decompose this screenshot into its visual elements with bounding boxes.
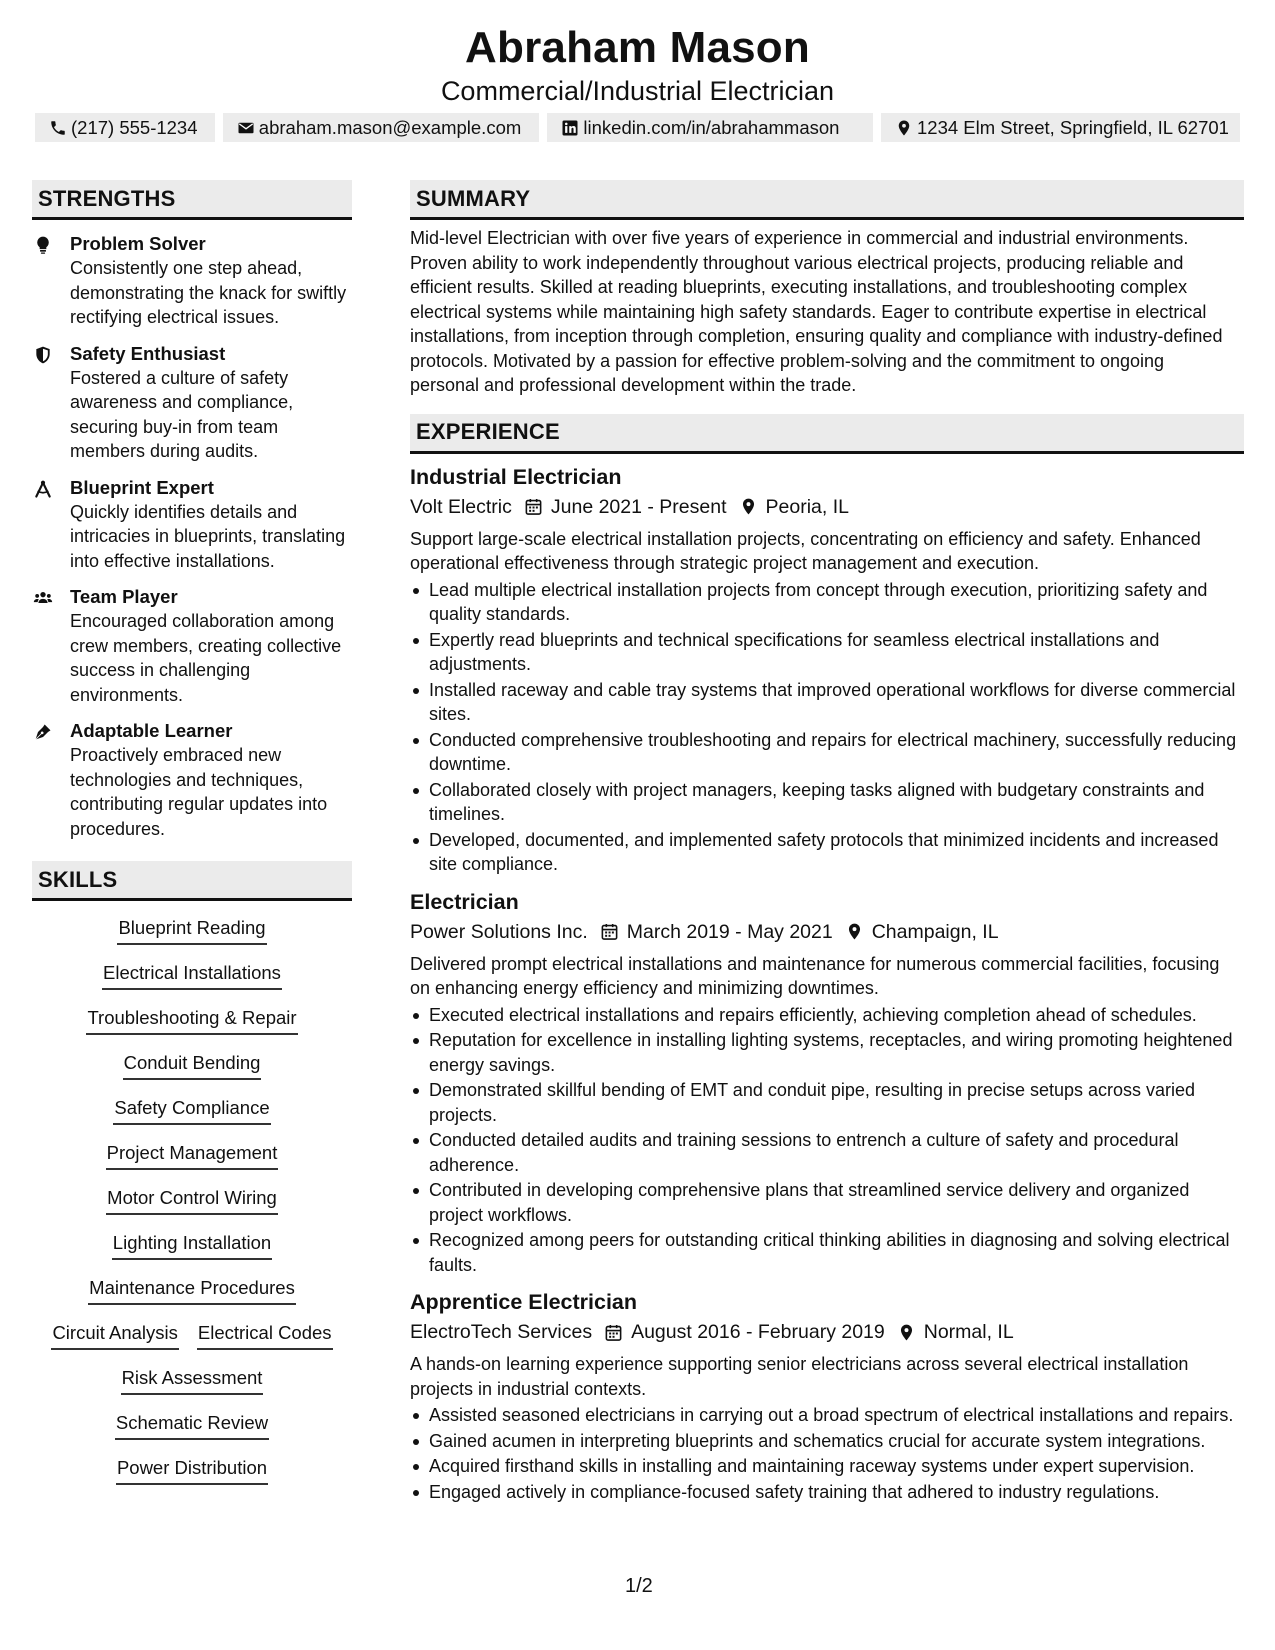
skill-tag: Lighting Installation <box>112 1230 272 1260</box>
strength-item <box>32 476 352 574</box>
contact-address <box>881 113 1240 142</box>
bullet-item: Lead multiple electrical installation projects from concept through execution, prioritizing safety and quality standards. <box>410 578 1244 627</box>
map-pin-icon <box>895 119 913 137</box>
drafting-compass-icon <box>33 479 53 499</box>
right-column <box>410 180 1244 1505</box>
strength-item <box>32 719 352 841</box>
job-title: Apprentice Electrician <box>410 1290 638 1314</box>
experience-heading: EXPERIENCE <box>410 414 1244 454</box>
job-bullets <box>410 1003 1244 1278</box>
calendar-icon <box>600 922 619 941</box>
skill-tag: Schematic Review <box>115 1410 269 1440</box>
job-entry <box>410 1287 1244 1504</box>
users-icon <box>33 588 53 608</box>
envelope-icon <box>237 119 255 137</box>
left-column <box>32 180 352 1500</box>
shield-icon <box>33 345 53 365</box>
linkedin-icon <box>561 119 579 137</box>
address-text: 1234 Elm Street, Springfield, IL 62701 <box>917 116 1229 138</box>
bullet-item: Installed raceway and cable tray systems that improved operational workflows for diverse commercial sites. <box>410 678 1244 727</box>
job-location: Champaign, IL <box>871 920 999 943</box>
strength-title: Adaptable Learner <box>70 720 233 741</box>
job-description: A hands-on learning experience supporting senior electricians across several electrical installation projects in industrial contexts. <box>410 1354 1189 1399</box>
strengths-list <box>32 232 352 841</box>
strength-title: Problem Solver <box>70 233 206 254</box>
skill-tag: Conduit Bending <box>123 1050 262 1080</box>
job-title: Electrician <box>410 889 519 914</box>
phone-icon <box>49 119 67 137</box>
job-company: Power Solutions Inc. <box>410 920 588 943</box>
job-description: Delivered prompt electrical installations and maintenance for numerous commercial facilities, focusing on enhancing energy efficiency and minimizing downtimes. <box>410 953 1220 998</box>
calendar-icon <box>524 497 543 516</box>
job-description: Support large-scale electrical installation projects, concentrating on efficiency and safety. Enhanced operational effectiveness through strategic project management and execution. <box>410 528 1201 573</box>
pen-nib-icon <box>33 722 53 742</box>
job-location: Normal, IL <box>923 1321 1014 1343</box>
email-text: abraham.mason@example.com <box>258 116 522 138</box>
map-pin-icon <box>739 497 758 516</box>
strength-title: Team Player <box>70 586 178 607</box>
skill-tag: Project Management <box>106 1140 279 1170</box>
bullet-item: Gained acumen in interpreting blueprints and schematics crucial for accurate system integrations. <box>410 1429 1244 1454</box>
bullet-item: Demonstrated skillful bending of EMT and conduit pipe, resulting in precise setups across varied projects. <box>410 1078 1244 1127</box>
strength-title: Blueprint Expert <box>70 476 214 498</box>
contact-email[interactable] <box>223 113 540 142</box>
job-meta <box>410 493 1244 521</box>
contact-bar <box>35 113 1240 142</box>
strengths-heading: STRENGTHS <box>32 180 352 220</box>
skill-tag: Maintenance Procedures <box>88 1275 296 1305</box>
resume-header <box>0 22 1275 108</box>
strength-desc: Fostered a culture of safety awareness and compliance, securing buy-in from team members during audits. <box>70 367 294 461</box>
candidate-title: Commercial/Industrial Electrician <box>440 76 835 106</box>
skill-tag: Risk Assessment <box>121 1365 264 1395</box>
strength-item <box>32 232 352 330</box>
contact-linkedin[interactable] <box>547 113 873 142</box>
contact-phone[interactable] <box>35 113 215 142</box>
job-meta <box>410 918 1244 946</box>
strength-desc: Quickly identifies details and intricacies in blueprints, translating into effective installations. <box>70 501 346 571</box>
page-number: 1/2 <box>625 1575 653 1597</box>
skill-tag: Electrical Installations <box>102 960 282 990</box>
bullet-item: Contributed in developing comprehensive plans that streamlined service delivery and organized project workflows. <box>410 1178 1244 1227</box>
strength-desc: Consistently one step ahead, demonstrating the knack for swiftly rectifying electrical issues. <box>70 258 347 327</box>
job-dates: March 2019 - May 2021 <box>626 920 833 943</box>
strength-item <box>32 585 352 707</box>
map-pin-icon <box>845 922 864 941</box>
skill-tag: Safety Compliance <box>113 1095 270 1125</box>
strength-title: Safety Enthusiast <box>70 342 226 364</box>
job-location: Peoria, IL <box>765 495 849 518</box>
job-meta <box>410 1318 1244 1346</box>
bullet-item: Conducted comprehensive troubleshooting and repairs for electrical machinery, successfully reducing downtime. <box>410 728 1244 777</box>
bullet-item: Conducted detailed audits and training sessions to entrench a culture of safety and procedural adherence. <box>410 1128 1244 1177</box>
bullet-item: Recognized among peers for outstanding critical thinking abilities in diagnosing and solving electrical faults. <box>410 1228 1244 1277</box>
bullet-item: Assisted seasoned electricians in carrying out a broad spectrum of electrical installations and repairs. <box>410 1403 1244 1428</box>
job-dates: June 2021 - Present <box>550 495 727 518</box>
calendar-icon <box>604 1323 623 1342</box>
strength-item <box>32 342 352 464</box>
job-entry <box>410 887 1244 1278</box>
job-company: ElectroTech Services <box>410 1321 593 1343</box>
skills-heading: SKILLS <box>32 861 352 901</box>
phone-text: (217) 555-1234 <box>71 116 198 138</box>
bullet-item: Expertly read blueprints and technical specifications for seamless electrical installations and adjustments. <box>410 628 1244 677</box>
linkedin-text: linkedin.com/in/abrahammason <box>583 116 840 138</box>
bullet-item: Reputation for excellence in installing lighting systems, receptacles, and wiring promoting heightened energy savings. <box>410 1028 1244 1077</box>
skill-tag: Blueprint Reading <box>117 915 266 945</box>
skills-list <box>32 915 352 1500</box>
job-bullets <box>410 578 1244 877</box>
strength-desc: Encouraged collaboration among crew members, creating collective success in challenging environments. <box>70 611 342 705</box>
job-company: Volt Electric <box>410 495 512 518</box>
bullet-item: Engaged actively in compliance-focused safety training that adhered to industry regulations. <box>410 1480 1244 1505</box>
bullet-item: Developed, documented, and implemented safety protocols that minimized incidents and increased site compliance. <box>410 828 1244 877</box>
skill-tag: Circuit Analysis <box>51 1320 178 1350</box>
bullet-item: Collaborated closely with project managers, keeping tasks aligned with budgetary constraints and timelines. <box>410 778 1244 827</box>
candidate-name: Abraham Mason <box>465 23 810 72</box>
skill-tag: Troubleshooting & Repair <box>86 1005 297 1035</box>
skill-tag: Motor Control Wiring <box>106 1185 278 1215</box>
job-entry <box>410 462 1244 877</box>
bullet-item: Acquired firsthand skills in installing and maintaining raceway systems under expert supervision. <box>410 1454 1244 1479</box>
job-dates: August 2016 - February 2019 <box>631 1321 885 1343</box>
skill-tag: Power Distribution <box>116 1455 268 1485</box>
lightbulb-icon <box>33 235 53 255</box>
skill-tag: Electrical Codes <box>197 1320 333 1350</box>
map-pin-icon <box>897 1323 916 1342</box>
strength-desc: Proactively embraced new technologies and techniques, contributing regular updates into procedures. <box>70 745 328 839</box>
summary-heading: SUMMARY <box>410 180 1244 220</box>
job-bullets <box>410 1403 1244 1504</box>
job-title: Industrial Electrician <box>410 464 622 489</box>
summary-text: Mid-level Electrician with over five years of experience in commercial and industrial environments. Proven ability to work independently throughout various electrical projects, producing reliable and efficient results. Skilled at reading blueprints, executing installations, and troubleshooting complex electrical systems while maintaining high safety standards. Eager to contribute expertise in electrical installations, from inception through completion, ensuring quality and compliance with industry-defined protocols. Motivated by a passion for effective problem-solving and the commitment to ongoing personal and professional development within the trade. <box>410 228 1223 395</box>
bullet-item: Executed electrical installations and repairs efficiently, achieving completion ahead of schedules. <box>410 1003 1244 1028</box>
